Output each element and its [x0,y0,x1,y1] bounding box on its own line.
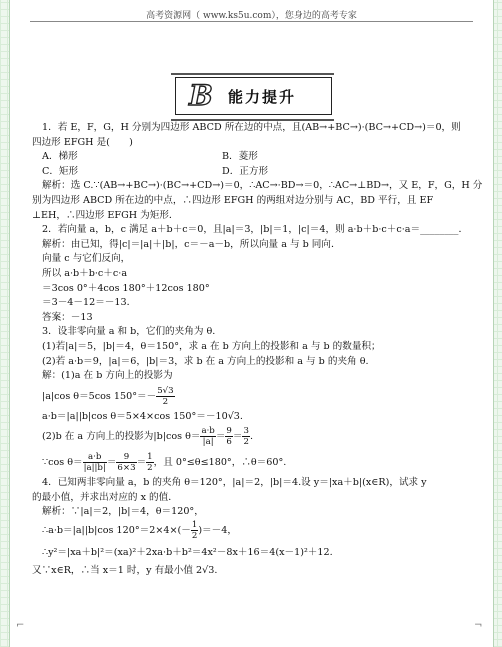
text-line: 解析：由已知，得|c|＝|a|＋|b|，c＝－a－b，所以向量 a 与 b 同向． [42,238,341,250]
text-line: 1．若 E，F，G，H 分别为四边形 ABCD 所在边的中点，且(AB→+BC→)·(BC→+CD→)＝0，则 [42,122,461,133]
formula-line [32,384,472,410]
text-line: 别为四边形 ABCD 所在边的中点，∴四边形 EFGH 的两组对边分别与 AC，BD 平行，且 EF [32,194,434,206]
formula-text: ，且 0°≤θ≤180°，∴θ＝60°. [153,457,287,469]
fraction [116,452,136,473]
text-line: 解析：选 C.∵(AB→+BC→)·(BC→+CD→)＝0，∴AC→·BD→＝0，∴AC→⊥BD→，又 E，F，G，H 分 [42,180,483,192]
numerator: 5√3 [157,385,174,396]
margin-mark: ¬ [474,620,483,631]
numerator: 9 [116,452,136,463]
text-line: (2)若 a·b＝9，|a|＝6，|b|＝3，求 b 在 a 方向上的投影和 a 与 b 的夹角 θ. [42,355,369,367]
options-row [32,165,472,180]
section-badge: B [189,79,213,112]
option-c: C．矩形 [42,165,79,177]
options-row [32,150,472,165]
text-line: (1)若|a|＝5，|b|＝4，θ＝150°，求 a 在 b 方向上的投影和 a 与 b 的数量积； [42,340,381,352]
fraction [200,426,215,447]
section-banner [175,77,332,115]
fraction [146,452,153,473]
denominator: 6×3 [117,463,136,474]
denominator: |a||b| [83,463,106,474]
formula-line [32,450,472,476]
fraction [83,452,107,473]
formula-text: ∴a·b＝|a||b|cos 120°＝2×4×(－ [42,525,191,537]
option-d: D．正方形 [222,165,269,177]
text-line: 2．若向量 a，b，c 满足 a＋b＋c＝0，且|a|＝3，|b|＝1，|c|＝4，则 a·b＋b·c＋c·a＝________． [42,224,469,236]
text-line: 又∵x∈R，∴当 x＝1 时，y 有最小值 2√3. [32,565,218,577]
text-line: 解析：∵|a|＝2，|b|＝4，θ＝120°， [42,506,204,518]
formula-text: (2)b 在 a 方向上的投影为|b|cos θ＝ [42,431,201,443]
option-b: B．菱形 [222,151,258,163]
denominator: 2 [243,437,249,448]
denominator: 2 [162,396,169,407]
option-a: A．梯形 [42,151,78,163]
denominator: |a| [202,437,214,448]
denominator: 2 [147,463,153,474]
document-sheet [9,0,494,647]
numerator: 1 [147,452,153,463]
document-body [32,121,483,579]
formula-text: ∵cos θ＝ [42,457,83,469]
formula-line [32,424,472,450]
numerator: a·b [83,452,107,463]
page-header: 高考资源网（ www.ks5u.com），您身边的高考专家 [146,11,357,21]
text-line: 的最小值，并求出对应的 x 的值． [32,491,178,503]
formula-line [32,520,472,542]
margin-mark: ⌐ [16,620,25,631]
formula-text: ＝ [106,457,117,469]
header-rule [30,21,473,22]
numerator: 9 [226,426,232,437]
fraction [156,386,174,407]
numerator: 1 [191,520,198,531]
formula-text: ＝ [232,431,243,443]
formula-text: )＝－4， [198,525,237,537]
fraction [242,426,249,447]
fraction [225,426,232,447]
text-line: ＝3cos 0°＋4cos 180°＋12cos 180° [42,282,210,294]
numerator: a·b [201,426,215,437]
section-title: 能力提升 [228,88,297,106]
text-line: 向量 c 与它们反向， [42,253,131,265]
text-line: 4．已知两非零向量 a，b 的夹角 θ＝120°，|a|＝2，|b|＝4.设 y＝|xa＋b|(x∈R)，试求 y [42,477,427,489]
text-line: 四边形 EFGH 是( ) [32,136,133,148]
formula-line: a·b＝|a||b|cos θ＝5×4×cos 150°＝－10√3. [42,410,243,422]
formula-line: ∴y²＝|xa＋b|²＝(xa)²＋2xa·b＋b²＝4x²－8x＋16＝4(x－1)²＋12. [42,547,333,559]
formula-text: . [249,431,253,443]
denominator: 6 [226,437,232,448]
text-line: 3．设非零向量 a 和 b，它们的夹角为 θ. [42,326,216,338]
formula-text: ＝ [136,457,147,469]
text-line: 答案：－13 [42,311,93,323]
text-line: 所以 a·b＋b·c＋c·a [42,267,128,279]
denominator: 2 [191,531,198,542]
numerator: 3 [243,426,249,437]
formula-text: ＝ [215,431,226,443]
text-line: ⊥EH，∴四边形 EFGH 为矩形． [32,209,179,221]
text-line: ＝3－4－12＝－13． [42,297,137,309]
formula-text: |a|cos θ＝5cos 150°＝－ [42,390,157,402]
text-line: 解：(1)a 在 b 方向上的投影为 [42,370,173,382]
